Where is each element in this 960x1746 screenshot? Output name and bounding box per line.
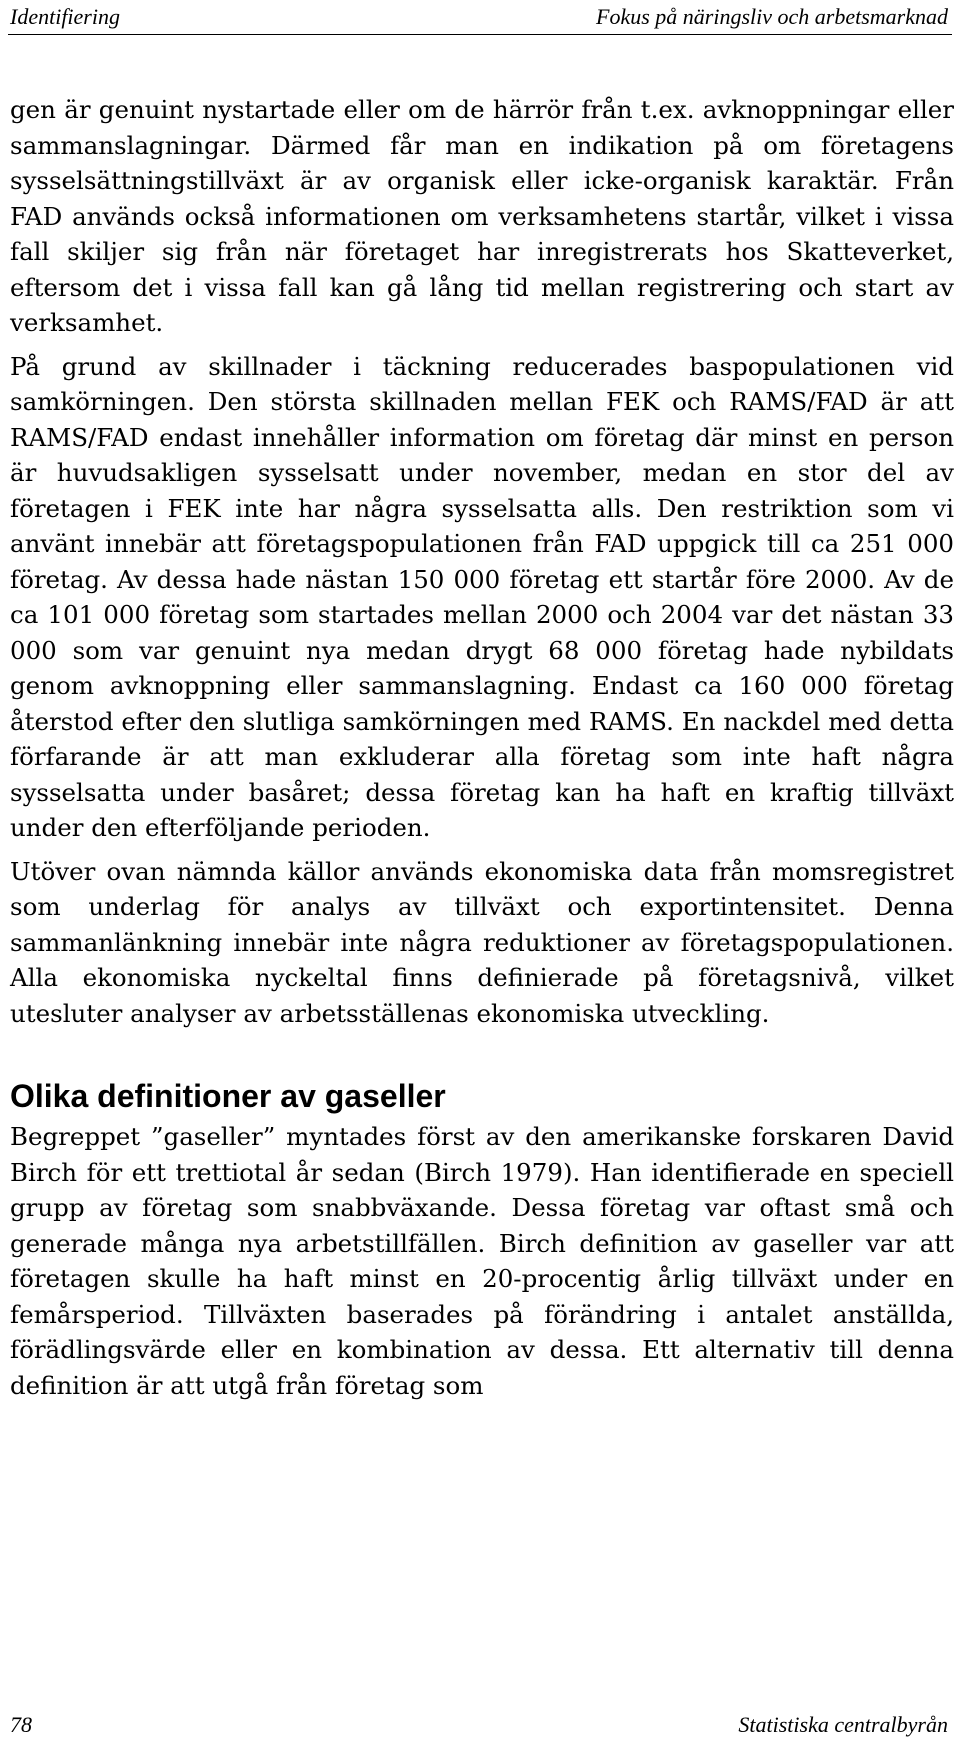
- header-publication-title: Fokus på näringsliv och arbetsmarknad: [596, 4, 948, 29]
- section-heading: Olika definitioner av gaseller: [10, 1078, 446, 1114]
- header-section-title: Identifiering: [10, 4, 120, 29]
- paragraph-gazelle-definition: Begreppet ”gaseller” myntades först av den amerikanske forskaren David Birch för ett trettiotal år sedan (Birch 1979). Han identifierade en speciell grupp av företag som snabbväxande. Dessa företag var oftast små och generade många nya arbetstillfällen. Birch definition av gaseller var att företagen skulle ha haft minst en 20-procentig årlig tillväxt under en femårsperiod. Tillväxten baserades på förändring i antalet anställda, förädlingsvärde eller en kombination av dessa. Ett alternativ till denna definition är att utgå från företag som: [10, 1122, 954, 1400]
- page-body: [10, 92, 954, 1403]
- footer-publisher: Statistiska centralbyrån: [738, 1712, 948, 1737]
- paragraph-population-reduction: På grund av skillnader i täckning reducerades baspopulationen vid samkörningen. Den största skillnaden mellan FEK och RAMS/FAD är att RAMS/FAD endast innehåller information om företag där minst en person är huvudsakligen sysselsatt under november, medan en stor del av företagen i FEK inte har några sysselsatta alls. Den restriktion som vi använt innebär att företagspopulationen från FAD uppgick till ca 251 000 företag. Av dessa hade nästan 150 000 företag ett startår före 2000. Av de ca 101 000 företag som startades mellan 2000 och 2004 var det nästan 33 000 som var genuint nya medan drygt 68 000 företag hade nybildats genom avknoppning eller sammanslagning. Endast ca 160 000 företag återstod efter den slutliga samkörningen med RAMS. En nackdel med detta förfarande är att man exkluderar alla företag som inte haft några sysselsatta under basåret; dessa företag kan ha haft en kraftig tillväxt under den efterföljande perioden.: [10, 351, 954, 842]
- paragraph-economic-data: Utöver ovan nämnda källor används ekonomiska data från momsregistret som underlag för analys av tillväxt och exportintensitet. Denna sammanlänkning innebär inte några reduktioner av företagspopulationen. Alla ekonomiska nyckeltal finns definierade på företagsnivå, vilket utesluter analyser av arbetsställenas ekonomiska utveckling.: [10, 856, 954, 1028]
- page-number: 78: [10, 1712, 32, 1737]
- paragraph-fad-startyear: gen är genuint nystartade eller om de härrör från t.ex. avknoppningar eller sammanslagningar. Därmed får man en indikation på om företagens sysselsättningstillväxt är av organisk eller icke-organisk karaktär. Från FAD används också informationen om verksamhetens startår, vilket i vissa fall skiljer sig från när företaget har inregistrerats hos Skatteverket, eftersom det i vissa fall kan gå lång tid mellan registrering och start av verksamhet.: [10, 95, 954, 337]
- page-header: [8, 0, 952, 35]
